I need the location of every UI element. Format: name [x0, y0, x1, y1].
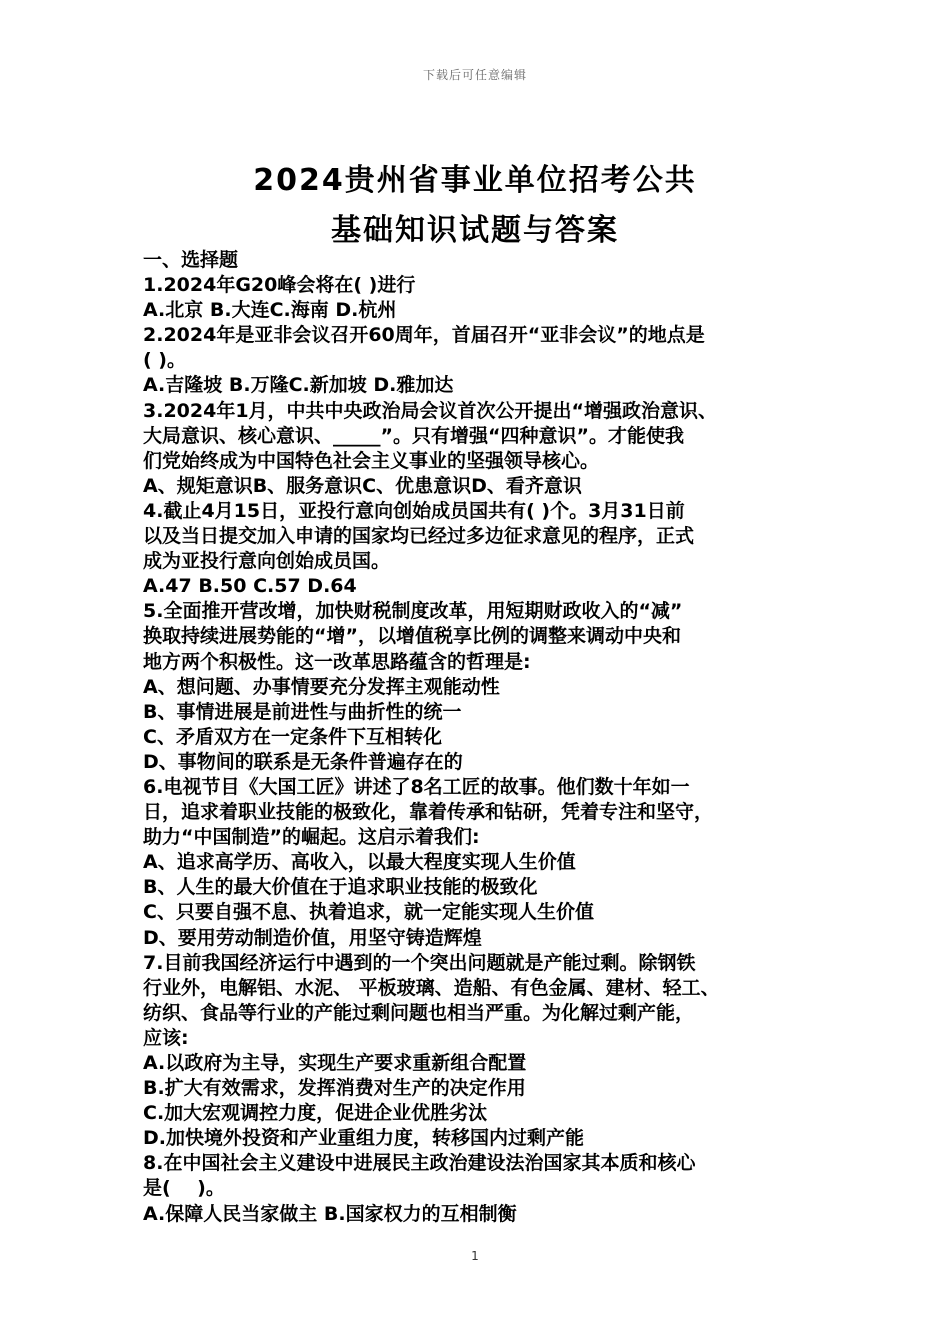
- text-line: 是( )。: [143, 1177, 225, 1200]
- text-line: 地方两个积极性。这一改革思路蕴含的哲理是:: [143, 650, 531, 673]
- text-line: B、人生的最大价值在于追求职业技能的极致化: [143, 876, 538, 899]
- text-line: 4.截止4月15日，亚投行意向创始成员国共有( )个。3月31日前: [143, 499, 685, 522]
- text-line: A.北京 B.大连C.海南 D.杭州: [143, 299, 397, 322]
- text-line: 助力“中国制造”的崛起。这启示着我们:: [143, 826, 480, 849]
- text-line: 们党始终成为中国特色社会主义事业的坚强领导核心。: [143, 449, 600, 472]
- text-line: C、只要自强不息、执着追求，就一定能实现人生价值: [143, 901, 594, 924]
- text-line: A、想问题、办事情要充分发挥主观能动性: [143, 675, 500, 698]
- text-line: 2.2024年是亚非会议召开60周年，首届召开“亚非会议”的地点是: [143, 324, 705, 347]
- text-line: 一、选择题: [143, 249, 239, 271]
- text-line: 3.2024年1月，中共中央政治局会议首次公开提出“增强政治意识、: [143, 399, 718, 422]
- text-line: 7.目前我国经济运行中遇到的一个突出问题就是产能过剩。除钢铁: [143, 951, 696, 974]
- text-line: 应该:: [143, 1026, 189, 1049]
- text-line: D.加快境外投资和产业重组力度，转移国内过剩产能: [143, 1127, 584, 1150]
- page-title-line-1: 2024贵州省事业单位招考公共: [253, 163, 697, 198]
- text-line: 纺织、食品等行业的产能过剩问题也相当严重。为化解过剩产能，: [143, 1001, 695, 1024]
- text-line: A、规矩意识B、服务意识C、优患意识D、看齐意识: [143, 474, 582, 497]
- text-line: ( )。: [143, 349, 186, 372]
- text-line: 以及当日提交加入申请的国家均已经过多边征求意见的程序，正式: [143, 525, 695, 548]
- text-line: A、追求高学历、高收入，以最大程度实现人生价值: [143, 851, 576, 874]
- text-line: B、事情进展是前进性与曲折性的统一: [143, 700, 462, 723]
- text-line: 1.2024年G20峰会将在( )进行: [143, 274, 416, 297]
- text-line: A.吉隆坡 B.万隆C.新加坡 D.雅加达: [143, 374, 454, 397]
- text-line: 5.全面推开营改增，加快财税制度改革，用短期财政收入的“减”: [143, 600, 683, 623]
- text-line: 行业外，电解铝、水泥、 平板玻璃、造船、有色金属、建材、轻工、: [143, 976, 720, 999]
- text-line: 换取持续进展势能的“增”，以增值税享比例的调整来调动中央和: [143, 625, 681, 648]
- text-line: A.以政府为主导，实现生产要求重新组合配置: [143, 1052, 527, 1074]
- text-line: C、矛盾双方在一定条件下互相转化: [143, 725, 442, 748]
- text-line: 日，追求着职业技能的极致化，靠着传承和钻研，凭着专注和坚守，: [143, 801, 714, 824]
- text-line: C.加大宏观调控力度，促进企业优胜劣汰: [143, 1102, 488, 1125]
- header-note: 下载后可任意编辑: [422, 68, 527, 82]
- text-line: 8.在中国社会主义建设中进展民主政治建设法治国家其本质和核心: [143, 1152, 696, 1175]
- text-line: D、事物间的联系是无条件普遍存在的: [143, 750, 463, 773]
- text-line: 成为亚投行意向创始成员国。: [143, 550, 391, 573]
- page-title-line-2: 基础知识试题与答案: [331, 213, 619, 248]
- page-number: 1: [471, 1249, 479, 1263]
- text-line: A.47 B.50 C.57 D.64: [143, 575, 357, 598]
- text-line: B.扩大有效需求，发挥消费对生产的决定作用: [143, 1077, 526, 1100]
- text-line: D、要用劳动制造价值，用坚守铸造辉煌: [143, 926, 482, 949]
- text-line: 6.电视节目《大国工匠》讲述了8名工匠的故事。他们数十年如一: [143, 775, 690, 798]
- text-line: A.保障人民当家做主 B.国家权力的互相制衡: [143, 1202, 517, 1225]
- question-body: [143, 248, 823, 1227]
- text-line: 大局意识、核心意识、_____”。只有增强“四种意识”。才能使我: [143, 424, 684, 447]
